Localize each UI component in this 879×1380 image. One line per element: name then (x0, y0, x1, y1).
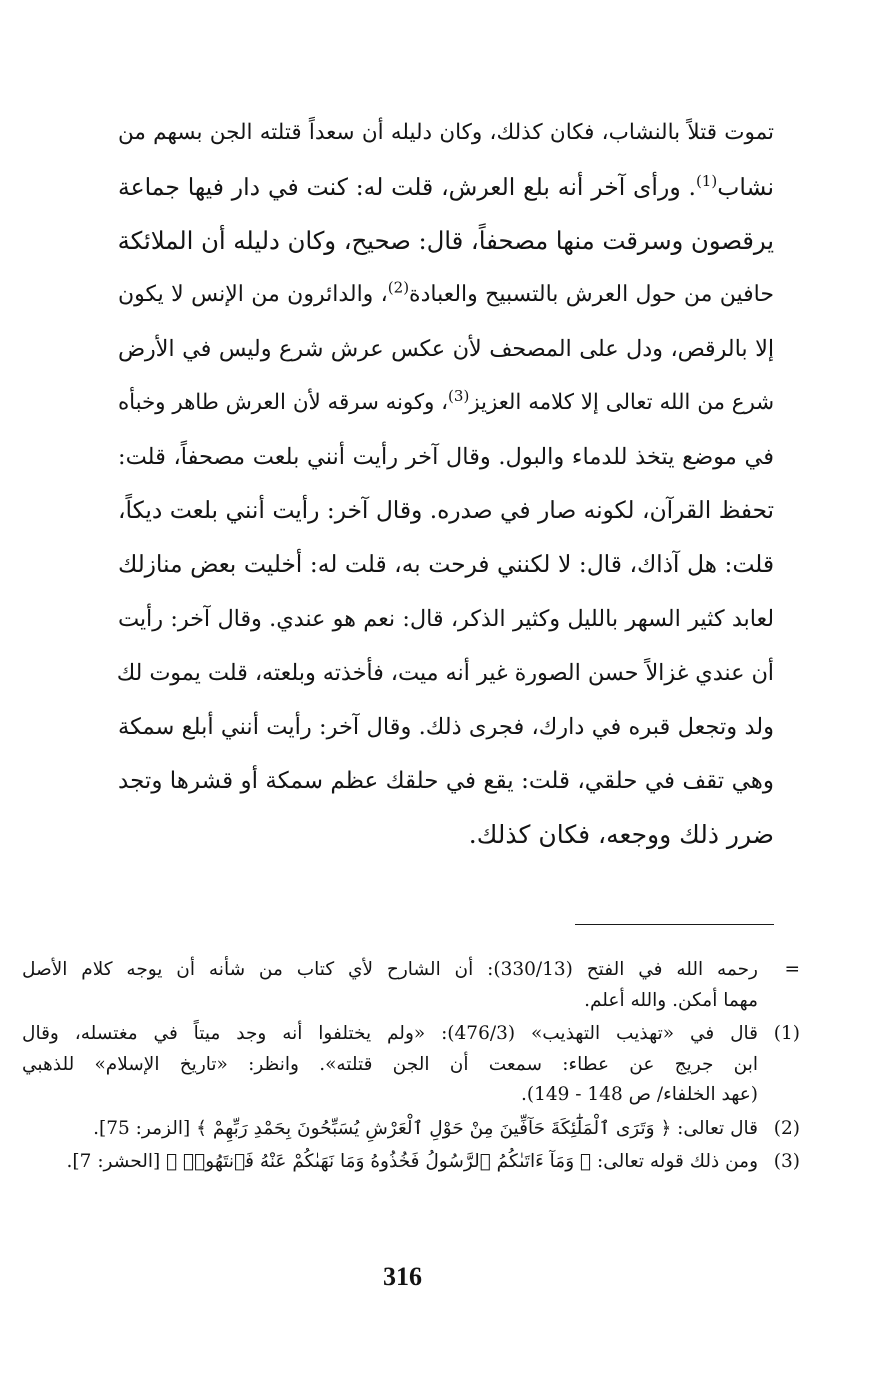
text-line: أن عندي غزالاً حسن الصورة غير أنه ميت، فأخذته وبلعته، قلت يموت لك (116, 660, 774, 686)
footnote-continuation (22, 955, 800, 1016)
footnote-line: مهما أمكن. والله أعلم. (584, 989, 758, 1011)
text-segment: حافين من حول العرش بالتسبيح والعبادة (409, 282, 774, 307)
main-text (118, 106, 774, 862)
footnote-line: ابن جريج عن عطاء: سمعت أن الجن قتلته». وانظر: «تاريخ الإسلام» للذهبي (22, 1053, 758, 1075)
text-segment: ، والدائرون من الإنس لا يكون (118, 282, 388, 307)
text-line: وهي تقف في حلقي، قلت: يقع في حلقك عظم سمكة أو قشرها وتجد (118, 768, 774, 794)
footnote-3 (22, 1147, 800, 1178)
footnote-marker: (3) (773, 1151, 800, 1172)
text-line (118, 160, 774, 214)
text-line: ضرر ذلك ووجعه، فكان كذلك. (468, 820, 774, 849)
text-line: ولد وتجعل قبره في دارك، فجرى ذلك. وقال آخر: رأيت أنني أبلع سمكة (118, 714, 774, 740)
footnote-ref-1[interactable]: (1) (695, 172, 718, 191)
footnote-line: رحمه الله في الفتح (330/13): أن الشارح لأي كتاب من شأنه أن يوجه كلام الأصل (22, 959, 758, 980)
footnote-line: قال في «تهذيب التهذيب» (476/3): «ولم يختلفوا أنه وجد ميتاً في مغتسله، وقال (22, 1023, 758, 1044)
text-segment: شرع من الله تعالى إلا كلامه العزيز (469, 390, 774, 415)
text-segment: ، وكونه سرقه لأن العرش طاهر وخبأه (118, 390, 449, 415)
text-line (118, 268, 774, 322)
footnote-marker: = (784, 959, 800, 980)
page-number: 316 (383, 1262, 422, 1291)
text-line: تحفظ القرآن، لكونه صار في صدره. وقال آخر: رأيت أنني بلعت ديكاً، (118, 497, 774, 524)
text-line: تموت قتلاً بالنشاب، فكان كذلك، وكان دليله أن سعداً قتلته الجن بسهم من (118, 120, 774, 145)
footnote-ref-2[interactable]: (2) (387, 278, 410, 297)
footnote-separator (575, 924, 774, 925)
text-line (118, 376, 774, 430)
footnote-1 (22, 1019, 800, 1111)
text-line: في موضع يتخذ للدماء والبول. وقال آخر رأيت أنني بلعت مصحفاً، قلت: (118, 444, 774, 470)
footnote-marker: (1) (773, 1023, 800, 1044)
footnote-ref-3[interactable]: (3) (448, 386, 470, 405)
text-line: قلت: هل آذاك، قال: لا لكنني فرحت به، قلت له: أخليت بعض منازلك (118, 551, 774, 578)
footnote-line: ومن ذلك قوله تعالى: ﴿ وَمَآ ءَاتَىٰكُمُ ٱلرَّسُولُ فَخُذُوهُ وَمَا نَهَىٰكُمْ عَنْهُ فَٱنتَهُوا۟ ﴾ [الحشر: 7]. (66, 1151, 758, 1172)
footnote-2 (22, 1114, 800, 1145)
text-line: يرقصون وسرقت منها مصحفاً، قال: صحيح، وكان دليله أن الملائكة (117, 226, 774, 255)
text-segment: نشاب (717, 173, 774, 201)
text-line: إلا بالرقص، ودل على المصحف لأن عكس عرش شرع وليس في الأرض (118, 336, 774, 362)
footnote-line: قال تعالى: ﴿ وَتَرَى ٱلْمَلَٰٓئِكَةَ حَآفِّينَ مِنْ حَوْلِ ٱلْعَرْشِ يُسَبِّحُونَ بِحَمْدِ رَبِّهِمْ ﴾ [الزمر: 75]. (93, 1117, 758, 1139)
text-line: لعابد كثير السهر بالليل وكثير الذكر، قال: نعم هو عندي. وقال آخر: رأيت (118, 606, 774, 632)
text-segment: . ورأى آخر أنه بلع العرش، قلت له: كنت في دار فيها جماعة (118, 173, 696, 201)
footnotes (22, 955, 800, 1181)
footnote-marker: (2) (773, 1117, 800, 1139)
footnote-line: (عهد الخلفاء/ ص 148 - 149). (520, 1084, 758, 1105)
